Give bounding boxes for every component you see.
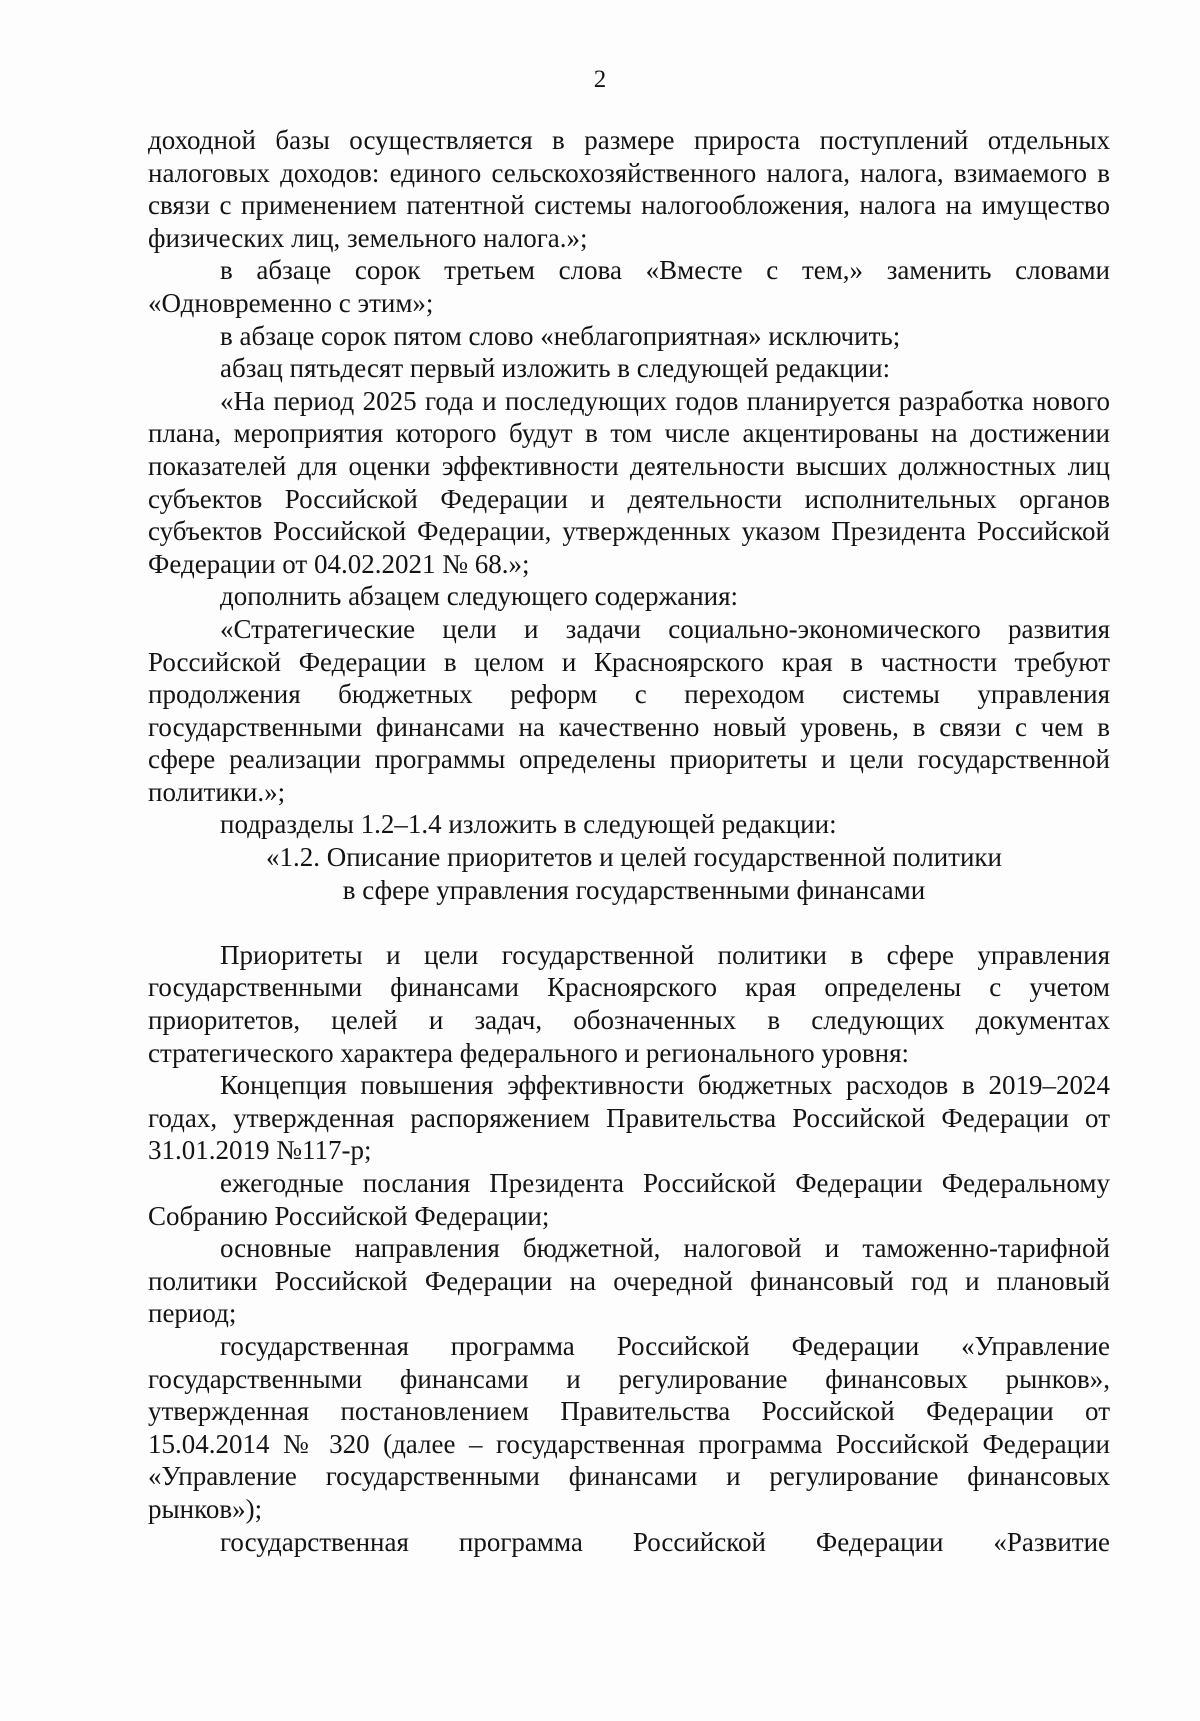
section-heading-line-1: «1.2. Описание приоритетов и целей государственной политики: [266, 842, 1002, 873]
paragraph-1: доходной базы осуществляется в размере прироста поступлений отдельных налоговых доходов: единого сельскохозяйственного налога, налога, взимаемого в связи с применением патентной системы налогообложения, налога на имущество физических лиц, земельного налога.»;: [148, 125, 1110, 253]
paragraph-9: Приоритеты и цели государственной политики в сфере управления государственными финансами Красноярского края определены с учетом приоритетов, целей и задач, обозначенных в следующих документах стратегического характера федерального и регионального уровня:: [148, 939, 1110, 1068]
paragraph-5: «На период 2025 года и последующих годов планируется разработка нового плана, мероприятия которого будут в том числе акцентированы на достижении показателей для оценки эффективности деятельности высших должностных лиц субъектов Российской Федерации и деятельности исполнительных органов субъектов Российской Федерации, утвержденных указом Президента Российской Федерации от 04.02.2021 № 68.»;: [148, 385, 1110, 579]
section-heading: [148, 841, 1110, 906]
document-body: [148, 124, 1110, 1558]
paragraph-12: основные направления бюджетной, налоговой и таможенно-тарифной политики Российской Федерации на очередной финансовый год и плановый период;: [148, 1233, 1110, 1329]
paragraph-6: дополнить абзацем следующего содержания:: [220, 581, 739, 612]
section-heading-line-2: в сфере управления государственными финансами: [342, 874, 926, 905]
paragraph-14: государственная программа Российской Федерации «Развитие: [220, 1526, 1110, 1557]
paragraph-4: абзац пятьдесят первый изложить в следующей редакции:: [220, 353, 891, 384]
heading-spacer: [148, 906, 1110, 939]
paragraph-10: Концепция повышения эффективности бюджетных расходов в 2019–2024 годах, утвержденная распоряжением Правительства Российской Федерации от 31.01.2019 №117-р;: [148, 1070, 1110, 1166]
paragraph-3: в абзаце сорок пятом слово «неблагоприятная» исключить;: [220, 320, 901, 351]
page-number: 2: [593, 66, 607, 93]
paragraph-11: ежегодные послания Президента Российской Федерации Федеральному Собранию Российской Федерации;: [148, 1168, 1110, 1231]
paragraph-13: государственная программа Российской Федерации «Управление государственными финансами и регулирование финансовых рынков», утвержденная постановлением Правительства Российской Федерации от 15.04.2014 № 320 (далее – государственная программа Российской Федерации «Управление государственными финансами и регулирование финансовых рынков»);: [148, 1330, 1110, 1524]
paragraph-8: подразделы 1.2–1.4 изложить в следующей редакции:: [220, 809, 837, 840]
paragraph-7: «Стратегические цели и задачи социально-экономического развития Российской Федерации в целом и Красноярского края в частности требуют продолжения бюджетных реформ с переходом системы управления государственными финансами на качественно новый уровень, в связи с чем в сфере реализации программы определены приоритеты и цели государственной политики.»;: [148, 613, 1110, 807]
paragraph-2: в абзаце сорок третьем слова «Вместе с тем,» заменить словами «Одновременно с этим»;: [148, 255, 1110, 318]
